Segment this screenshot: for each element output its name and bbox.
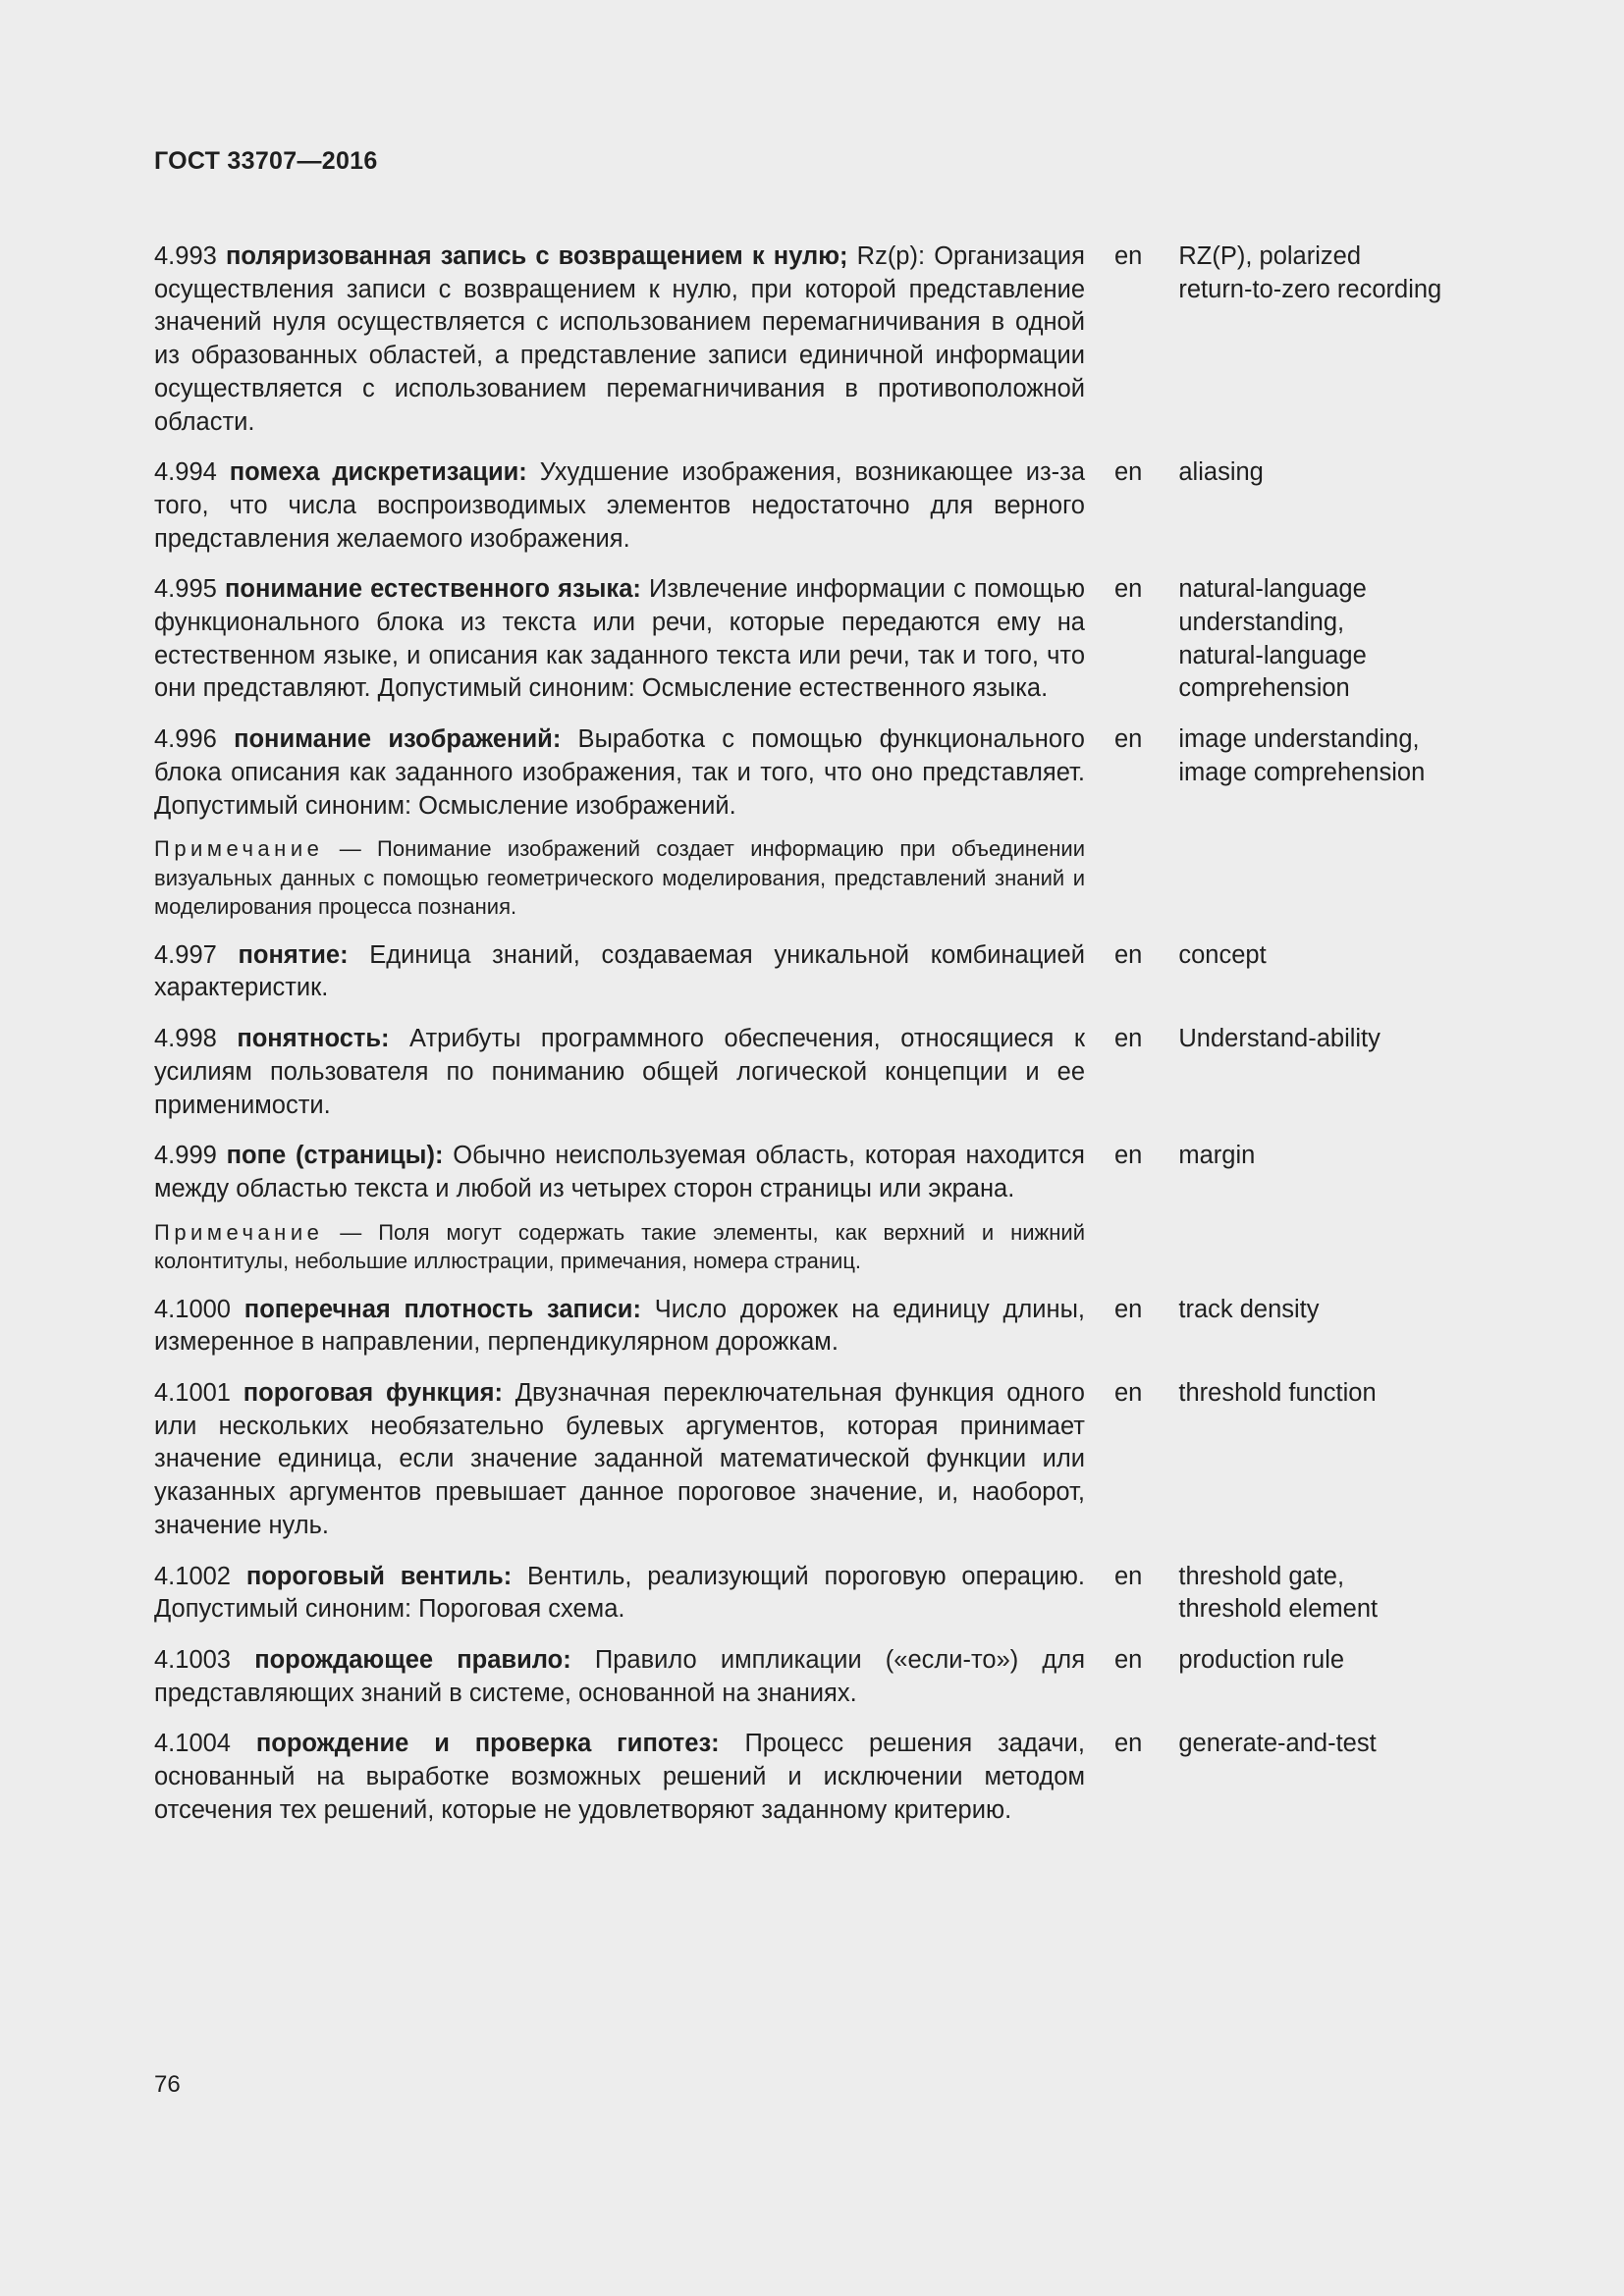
term-definition — [154, 1644, 1085, 1710]
term-entries — [154, 240, 1489, 1845]
term-number: 4.1003 — [154, 1646, 231, 1674]
term-entry — [154, 1644, 1489, 1710]
language-code: en — [1114, 242, 1143, 270]
language-code: en — [1114, 1730, 1143, 1758]
term-name: поперечная плотность записи: — [244, 1295, 641, 1323]
english-equivalent: threshold gate, threshold element — [1178, 1562, 1379, 1624]
definition-text: Правило импликации («если-то») для представляющих знаний в системе, основанной на знаниях. — [154, 1646, 1085, 1707]
term-note — [154, 1218, 1085, 1276]
english-equivalent: concept — [1178, 940, 1267, 969]
term-name: поляризованная запись с возвращением к нулю; — [225, 242, 848, 270]
definition-text: Вентиль, реализующий пороговую операцию. Допустимый синоним: Пороговая схема. — [154, 1562, 1086, 1624]
term-number: 4.998 — [154, 1025, 217, 1053]
term-definition — [154, 240, 1085, 439]
definition-text: Извлечение информации с помощью функционального блока из текста или речи, которые передаются ему на естественном языке, и описания как заданного текста или речи, так и того, что они представляют. Допустимый синоним: Осмысление естественного языка. — [154, 575, 1085, 703]
definition-text: Выработка с помощью функционального блока описания как заданного изображения, так и того, что оно представляет. Допустимый синоним: Осмысление изображений. — [154, 725, 1085, 820]
term-definition — [154, 1561, 1085, 1627]
term-name: попе (страницы): — [226, 1142, 444, 1170]
english-equivalent: RZ(P), polarized return-to-zero recording — [1178, 242, 1442, 303]
term-number: 4.996 — [154, 725, 217, 754]
english-equivalent: natural-language understanding, natural-language comprehension — [1178, 575, 1367, 703]
term-note — [154, 834, 1085, 922]
english-equivalent: generate-and-test — [1178, 1730, 1377, 1758]
term-definition — [154, 1294, 1085, 1360]
note-text: — Понимание изображений создает информацию при объединении визуальных данных с помощью геометрического моделирования, представлений знаний и моделирования процесса познания. — [154, 836, 1085, 920]
language-code: en — [1114, 1025, 1143, 1053]
definition-text: Единица знаний, создаваемая уникальной комбинацией характеристик. — [154, 940, 1085, 1002]
term-entry — [154, 723, 1489, 922]
term-definition — [154, 1728, 1085, 1827]
term-entry — [154, 1294, 1489, 1360]
term-definition — [154, 456, 1085, 556]
term-definition — [154, 939, 1085, 1005]
term-definition — [154, 573, 1085, 706]
term-number: 4.994 — [154, 458, 217, 487]
term-definition — [154, 723, 1085, 823]
language-code: en — [1114, 458, 1143, 487]
term-name: понятность: — [237, 1025, 390, 1053]
term-definition — [154, 1377, 1085, 1543]
english-equivalent: threshold function — [1178, 1379, 1377, 1408]
page-number: 76 — [154, 2071, 181, 2098]
term-name: понятие: — [238, 940, 349, 969]
term-number: 4.1000 — [154, 1295, 231, 1323]
term-name: пороговый вентиль: — [245, 1562, 513, 1590]
language-code: en — [1114, 725, 1143, 754]
term-name: пороговая функция: — [243, 1379, 503, 1408]
term-name: понимание изображений: — [234, 725, 562, 754]
language-code: en — [1114, 1562, 1143, 1590]
term-entry — [154, 1377, 1489, 1543]
english-equivalent: track density — [1178, 1295, 1320, 1323]
english-equivalent: production rule — [1178, 1646, 1345, 1674]
term-number: 4.999 — [154, 1142, 217, 1170]
term-entry — [154, 573, 1489, 706]
language-code: en — [1114, 1646, 1143, 1674]
term-definition — [154, 1140, 1085, 1205]
english-equivalent: image understanding, image comprehension — [1178, 725, 1426, 786]
definition-text: Ухудшение изображения, возникающее из-за того, что числа воспроизводимых элементов недостаточно для верного представления желаемого изображения. — [154, 458, 1085, 553]
english-equivalent: margin — [1178, 1142, 1256, 1170]
definition-text: Rz(p): Организация осуществления записи с возвращением к нулю, при которой представление значений нуля осуществляется с использованием перемагничивания в одной из образованных областей, а представление записи единичной информации осуществляется с использованием перемагничивания в противоположной области. — [154, 242, 1085, 436]
language-code: en — [1114, 940, 1143, 969]
term-name: помеха дискретизации: — [229, 458, 527, 487]
term-entry — [154, 456, 1489, 556]
term-number: 4.995 — [154, 575, 217, 604]
term-entry — [154, 1728, 1489, 1827]
term-number: 4.1004 — [154, 1730, 231, 1758]
definition-text: Атрибуты программного обеспечения, относящиеся к усилиям пользователя по пониманию общей логической концепции и ее применимости. — [154, 1025, 1085, 1119]
note-label: Примечание — [154, 1219, 324, 1245]
definition-text: Число дорожек на единицу длины, измеренное в направлении, перпендикулярном дорожкам. — [154, 1295, 1085, 1357]
english-equivalent: Understand-ability — [1178, 1025, 1380, 1053]
term-number: 4.997 — [154, 940, 217, 969]
term-number: 4.993 — [154, 242, 217, 270]
term-definition — [154, 1023, 1085, 1122]
term-entry — [154, 939, 1489, 1005]
term-name: порождение и проверка гипотез: — [255, 1730, 720, 1758]
note-label: Примечание — [154, 836, 324, 862]
term-entry — [154, 1140, 1489, 1275]
term-entry — [154, 1023, 1489, 1122]
language-code: en — [1114, 1295, 1143, 1323]
language-code: en — [1114, 1142, 1143, 1170]
language-code: en — [1114, 575, 1143, 604]
term-number: 4.1002 — [154, 1562, 231, 1590]
term-name: понимание естественного языка: — [224, 575, 641, 604]
term-entry — [154, 1561, 1489, 1627]
definition-text: Обычно неиспользуемая область, которая находится между областью текста и любой из четырех сторон страницы или экрана. — [154, 1142, 1085, 1202]
english-equivalent: aliasing — [1178, 458, 1264, 487]
language-code: en — [1114, 1379, 1143, 1408]
term-number: 4.1001 — [154, 1379, 231, 1408]
term-entry — [154, 240, 1489, 439]
note-text: — Поля могут содержать такие элементы, как верхний и нижний колонтитулы, небольшие иллюстрации, примечания, номера страниц. — [154, 1219, 1085, 1274]
document-header: ГОСТ 33707—2016 — [154, 147, 378, 175]
definition-text: Процесс решения задачи, основанный на выработке возможных решений и исключении методом отсечения тех решений, которые не удовлетворяют заданному критерию. — [154, 1730, 1085, 1824]
definition-text: Двузначная переключательная функция одного или нескольких необязательно булевых аргументов, которая принимает значение единица, если значение заданной математической функции или указанных аргументов превышает данное пороговое значение, и, наоборот, значение нуль. — [154, 1379, 1085, 1539]
term-name: порождающее правило: — [254, 1646, 571, 1674]
